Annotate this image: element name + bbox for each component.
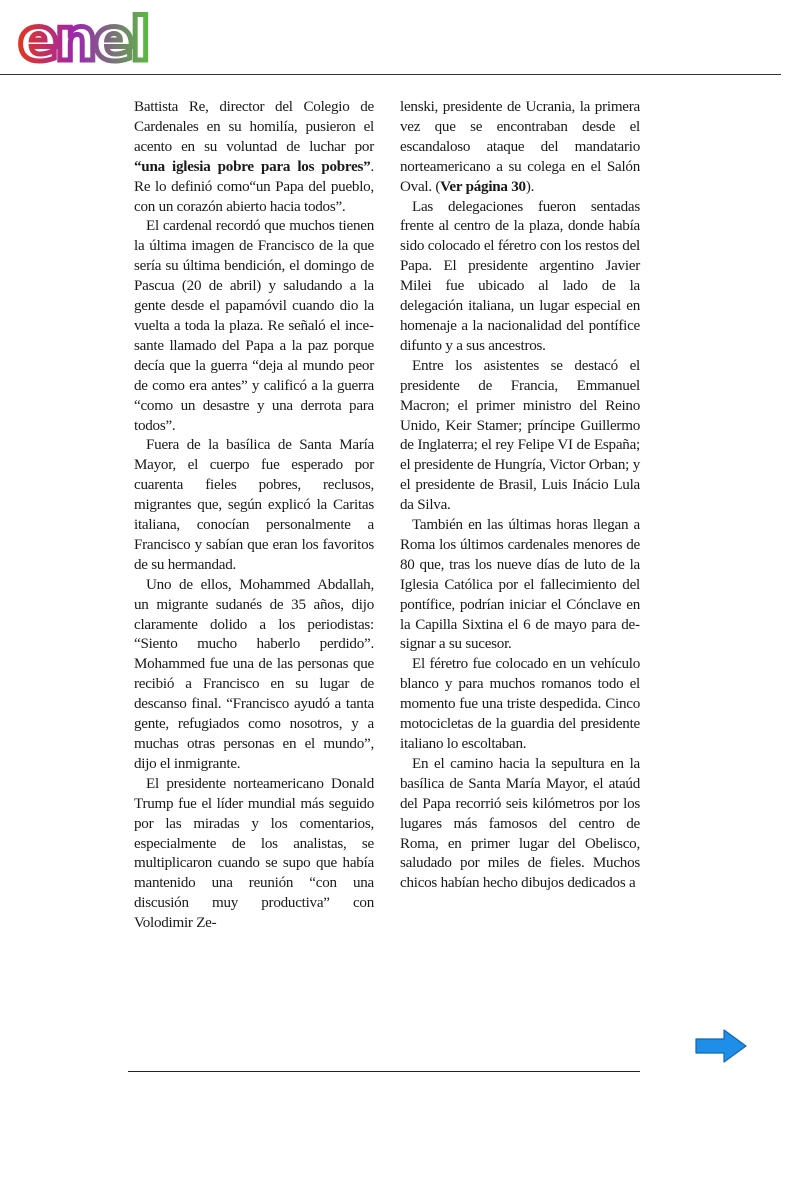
enel-logo bbox=[18, 8, 178, 70]
article-column-right bbox=[400, 98, 640, 894]
logo-text: enel bbox=[18, 8, 147, 70]
article-paragraph: También en las últimas horas llegan a Roma los últimos cardenales menores de 80 que, tras los nueve días de luto de la Iglesia Católica por el fallecimiento del pontífice, podrían iniciar el Cónclave en la Capilla Sixtina el 6 de mayo para designar a su sucesor. bbox=[400, 517, 640, 653]
article-column-left bbox=[134, 98, 374, 934]
arrow-right-icon bbox=[696, 1030, 746, 1062]
article-paragraph: Fuera de la basílica de Santa María Mayor, el cuerpo fue esperado por cuarenta fieles pobres, reclusos, migrantes que, según explicó la Caritas italiana, conocían personalmente a Francisco y sabían que eran los favoritos de su hermandad. bbox=[134, 437, 374, 573]
article-paragraph: El féretro fue colocado en un vehículo blanco y para muchos romanos todo el momento fue una triste despedida. Cinco motocicletas de la guardia del presidente italiano lo escoltaban. bbox=[400, 656, 640, 752]
footer-divider bbox=[128, 1071, 640, 1072]
article-paragraph: Uno de ellos, Mohammed Abdallah, un migrante sudanés de 35 años, dijo claramente dolido a los periodistas: “Siento mucho haberlo perdido”. Mohammed fue una de las personas que recibió a Francisco en su lugar de descanso final. “Francisco ayudó a tanta gente, refugiados como nosotros, y a muchas otras personas en el mundo”, dijo el inmigrante. bbox=[134, 576, 374, 772]
next-page-button[interactable] bbox=[694, 1028, 748, 1064]
paragraph-text: Battista Re, director del Colegio de Cardenales en su homilía, pusieron el acento en su voluntad de luchar por bbox=[134, 99, 374, 155]
paragraph-text: . Re lo definió como“un Papa del pueblo, con un corazón abierto hacia todos”. bbox=[134, 158, 374, 215]
page-header bbox=[0, 0, 800, 76]
article-paragraph: El cardenal recordó que muchos tienen la última imagen de Francisco de la que sería su última bendición, el domingo de Pascua (20 de abril) y saludando a la gente desde el papamóvil cuando dio la vuelta a toda la plaza. Re señaló el incesante llamado del Papa a la paz porque decía que la guerra “deja al mundo peor de como era antes” y calificó a la guerra “como un desastre y una derrota para todos”. bbox=[134, 218, 374, 434]
article-paragraph: En el camino hacia la sepultura en la basílica de Santa María Mayor, el ataúd del Papa recorrió seis kilómetros por los lugares más famosos del centro de Roma, en primer lugar del Obelisco, saludado por miles de fieles. Muchos chicos habían hecho dibujos dedicados a bbox=[400, 755, 640, 892]
article-paragraph bbox=[400, 98, 640, 198]
article-paragraph: Las delegaciones fueron sentadas frente al centro de la plaza, donde había sido colocado el féretro con los restos del Papa. El presidente argentino Javier Milei fue ubicado al lado de la delegación italiana, un lugar especial en homenaje a la nacionalidad del pontífice difunto y a sus ancestros. bbox=[400, 198, 640, 354]
emphasis-text: Ver página 30 bbox=[440, 178, 526, 195]
article-paragraph bbox=[134, 98, 374, 217]
article-paragraph: Entre los asistentes se destacó el presidente de Francia, Emmanuel Macron; el primer ministro del Reino Unido, Keir Stamer; príncipe Guillermo de Inglaterra; el rey Felipe VI de España; el presidente de Hungría, Victor Orban; y el presidente de Brasil, Luis Inácio Lula da Silva. bbox=[400, 357, 640, 514]
paragraph-text: lenski, presidente de Ucrania, la primera vez que se encontraban desde el escandaloso ataque del mandatario norteamericano a su colega en el Salón Oval. ( bbox=[400, 99, 640, 195]
article-paragraph: El presidente norteamericano Donald Trump fue el líder mundial más seguido por las miradas y los comentarios, especialmente de los analistas, se multiplicaron cuando se supo que había mantenido una reunión “con una discusión muy productiva” con Volodimir Ze- bbox=[134, 775, 374, 932]
emphasis-text: “una iglesia pobre para los pobres” bbox=[134, 158, 371, 175]
header-divider bbox=[0, 74, 781, 75]
paragraph-text: ). bbox=[525, 178, 535, 195]
